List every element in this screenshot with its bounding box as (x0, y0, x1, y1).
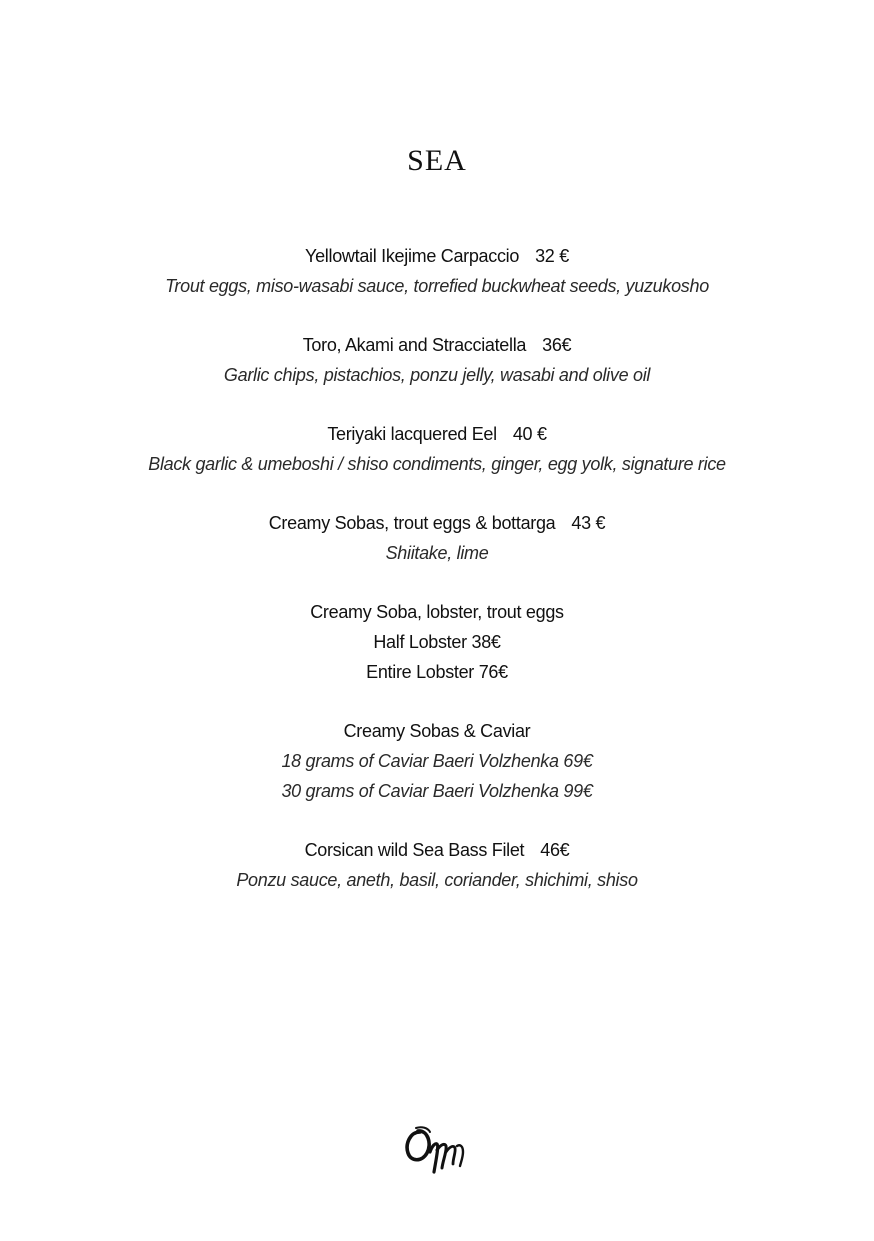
dish-name: Creamy Sobas, trout eggs & bottarga (268, 513, 556, 533)
menu-item (0, 419, 874, 479)
dish-line (0, 241, 874, 271)
dish-name: Toro, Akami and Stracciatella (302, 335, 527, 355)
dish-line (0, 508, 874, 538)
dish-line (0, 419, 874, 449)
dish-line (0, 835, 874, 865)
dish-name: Creamy Sobas & Caviar (343, 721, 531, 741)
menu-item (0, 241, 874, 301)
dish-description: Trout eggs, miso-wasabi sauce, torrefied buckwheat seeds, yuzukosho (165, 276, 709, 296)
dish-name: Creamy Soba, lobster, trout eggs (310, 602, 564, 622)
menu-list (0, 241, 874, 924)
dish-description: Black garlic & umeboshi / shiso condiments, ginger, egg yolk, signature rice (148, 454, 726, 474)
dish-name: Corsican wild Sea Bass Filet (304, 840, 525, 860)
dish-name: Teriyaki lacquered Eel (327, 424, 497, 444)
signature-logo-icon (402, 1122, 472, 1182)
dish-line (0, 330, 874, 360)
menu-item (0, 508, 874, 568)
dish-option: 30 grams of Caviar Baeri Volzhenka 99€ (281, 781, 593, 801)
dish-price: 46€ (540, 840, 570, 860)
dish-description: Ponzu sauce, aneth, basil, coriander, shichimi, shiso (236, 870, 638, 890)
dish-description: Shiitake, lime (385, 543, 489, 563)
dish-price: 32 € (535, 246, 569, 266)
dish-price: 43 € (571, 513, 606, 533)
dish-price: 36€ (542, 335, 572, 355)
dish-option: Entire Lobster 76€ (366, 662, 508, 682)
dish-name: Yellowtail Ikejime Carpaccio (305, 246, 520, 266)
page-title: SEA (407, 144, 467, 177)
dish-price: 40 € (512, 424, 547, 444)
dish-description: Garlic chips, pistachios, ponzu jelly, wasabi and olive oil (223, 365, 651, 385)
dish-option: Half Lobster 38€ (373, 632, 501, 652)
menu-item (0, 597, 874, 687)
menu-item (0, 835, 874, 895)
dish-option: 18 grams of Caviar Baeri Volzhenka 69€ (281, 751, 593, 771)
menu-item (0, 330, 874, 390)
menu-item (0, 716, 874, 806)
